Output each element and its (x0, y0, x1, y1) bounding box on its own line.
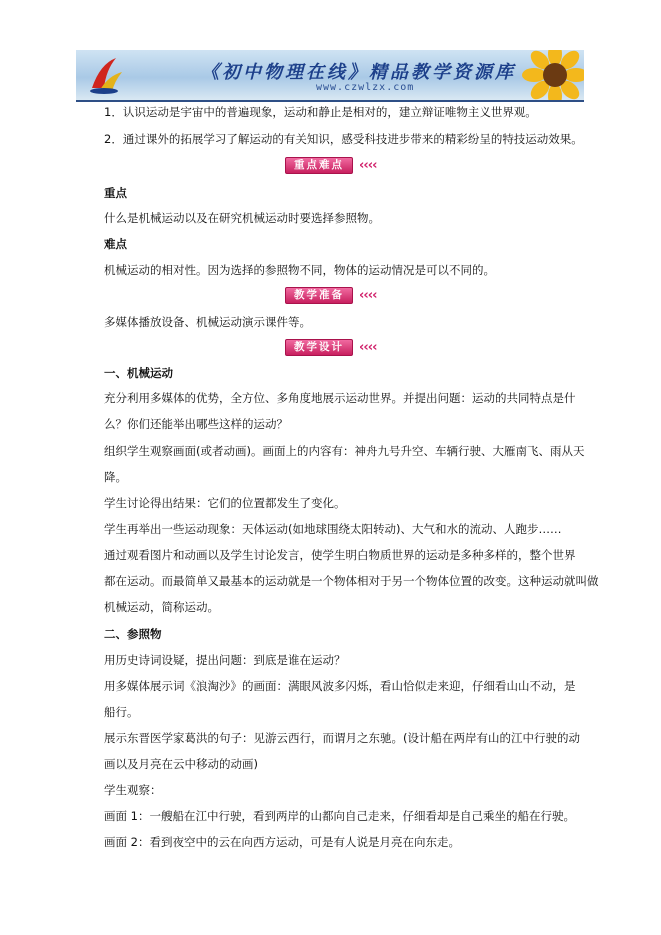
paragraph: 多媒体播放设备、机械运动演示课件等。 (104, 315, 311, 329)
paragraph: 通过观看图片和动画以及学生讨论发言，使学生明白物质世界的运动是多种多样的，整个世界 (104, 548, 576, 562)
section-banner-preparation (285, 288, 376, 303)
paragraph: 用历史诗词设疑，提出问题：到底是谁在运动？ (104, 653, 346, 667)
heading-key-point: 重点 (104, 186, 127, 200)
paragraph: 学生讨论得出结果：它们的位置都发生了变化。 (104, 496, 346, 510)
paragraph: 么？你们还能举出哪些这样的运动？ (104, 417, 288, 431)
logo-icon (86, 54, 126, 96)
banner-title: 《初中物理在线》精品教学资源库 (201, 62, 516, 83)
paragraph: 船行。 (104, 705, 139, 719)
sunflower-icon (518, 50, 584, 102)
paragraph: 画以及月亮在云中移动的动画) (104, 757, 258, 771)
banner-url: www.czwlzx.com (316, 82, 415, 93)
heading-difficulty: 难点 (104, 237, 127, 251)
paragraph: 画面 2：看到夜空中的云在向西方运动，可是有人说是月亮在向东走。 (104, 835, 460, 849)
paragraph: 机械运动的相对性。因为选择的参照物不同，物体的运动情况是可以不同的。 (104, 263, 495, 277)
paragraph: 充分利用多媒体的优势，全方位、多角度地展示运动世界。并提出问题：运动的共同特点是什 (104, 391, 576, 405)
heading-reference-object: 二、参照物 (104, 627, 162, 641)
paragraph: 机械运动，简称运动。 (104, 600, 219, 614)
paragraph: 用多媒体展示词《浪淘沙》的画面：满眼风波多闪烁，看山恰似走来迎，仔细看山山不动，是 (104, 679, 576, 693)
objective-2: 2．通过课外的拓展学习了解运动的有关知识，感受科技进步带来的精彩纷呈的特技运动效果。 (104, 132, 583, 146)
paragraph: 展示东晋医学家葛洪的句子：见游云西行，而谓月之东驰。(设计船在两岸有山的江中行驶的动 (104, 731, 580, 745)
paragraph: 什么是机械运动以及在研究机械运动时要选择参照物。 (104, 211, 380, 225)
section-label: 教学设计 (285, 339, 353, 356)
paragraph: 组织学生观察画面(或者动画)。画面上的内容有：神舟九号升空、车辆行驶、大雁南飞、雨从天 (104, 444, 585, 458)
objective-1: 1．认识运动是宇宙中的普遍现象，运动和静止是相对的，建立辩证唯物主义世界观。 (104, 105, 537, 119)
paragraph: 画面 1：一艘船在江中行驶，看到两岸的山都向自己走来，仔细看却是自己乘坐的船在行驶。 (104, 809, 575, 823)
section-banner-design (285, 340, 376, 355)
chevrons-icon: ‹‹‹‹ (359, 158, 377, 173)
header-banner (76, 50, 584, 102)
chevrons-icon: ‹‹‹‹ (359, 340, 377, 355)
paragraph: 降。 (104, 470, 127, 484)
heading-mechanical-motion: 一、机械运动 (104, 366, 173, 380)
paragraph: 都在运动。而最简单又最基本的运动就是一个物体相对于另一个物体位置的改变。这种运动就叫做 (104, 574, 599, 588)
section-label: 教学准备 (285, 287, 353, 304)
paragraph: 学生观察： (104, 783, 162, 797)
section-banner-key-points (285, 158, 376, 173)
paragraph: 学生再举出一些运动现象：天体运动(如地球围绕太阳转动)、大气和水的流动、人跑步…… (104, 522, 562, 536)
chevrons-icon: ‹‹‹‹ (359, 288, 377, 303)
section-label: 重点难点 (285, 157, 353, 174)
